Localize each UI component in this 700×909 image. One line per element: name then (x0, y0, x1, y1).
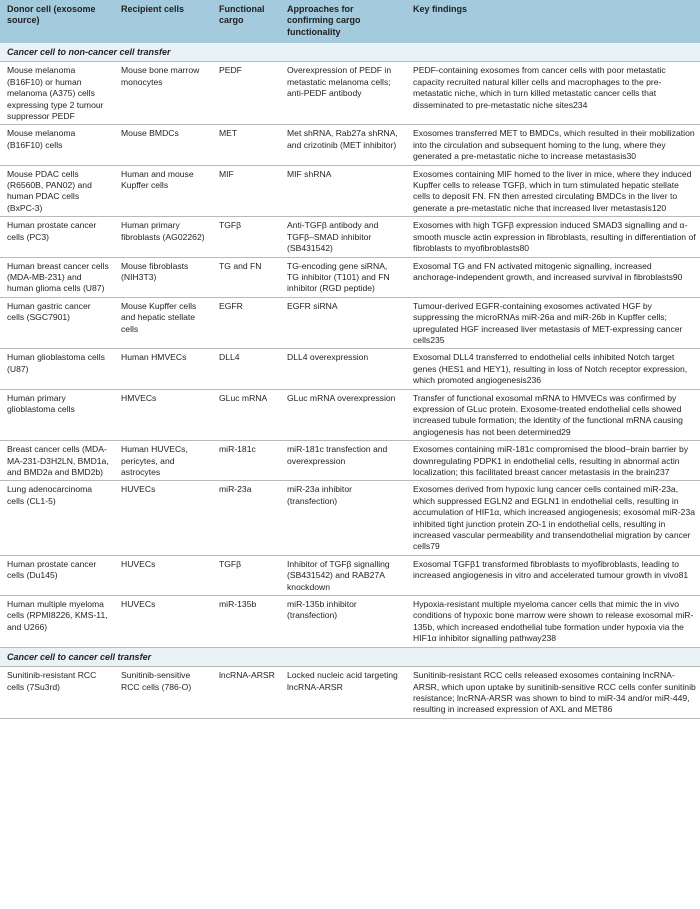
recipient-cells-cell: Mouse fibroblasts (NIH3T3) (114, 257, 212, 297)
donor-cell-cell: Human glioblastoma cells (U87) (0, 349, 114, 389)
key-findings-cell: Exosomal DLL4 transferred to endothelial cells inhibited Notch target genes (HES1 and HEY1), resulting in loss of Notch receptor expression, which promoted angiogenesis236 (406, 349, 700, 389)
key-findings-cell: PEDF-containing exosomes from cancer cells with poor metastatic capacity recruited natural killer cells and macrophages to the pre-metastatic niche, which in turn killed metastatic cancer cells that disseminated to pre-metastatic niche sites234 (406, 62, 700, 125)
table-row (0, 349, 700, 389)
recipient-cells-cell: Human HUVECs, pericytes, and astrocytes (114, 441, 212, 481)
recipient-cells-cell: HUVECs (114, 555, 212, 595)
approaches-cell: GLuc mRNA overexpression (280, 389, 406, 441)
approaches-cell: miR-181c transfection and overexpression (280, 441, 406, 481)
functional-cargo-cell: miR-135b (212, 596, 280, 648)
key-findings-cell: Sunitinib-resistant RCC cells released exosomes containing lncRNA-ARSR, which upon uptake by sunitinib-sensitive RCC cells confer sunitinib resistance; lncRNA-ARSR was shown to bind to miR-34 and/or miR-449, resulting in increased expression of AXL and MET86 (406, 667, 700, 719)
functional-cargo-cell: TGFβ (212, 555, 280, 595)
donor-cell-cell: Breast cancer cells (MDA-MA-231-D3H2LN, BMD1a, and BMD2a and BMD2b) (0, 441, 114, 481)
section-title: Cancer cell to cancer cell transfer (0, 647, 700, 666)
header-donor-cell: Donor cell (exosome source) (0, 0, 114, 43)
key-findings-cell: Hypoxia-resistant multiple myeloma cancer cells that mimic the in vivo conditions of hypoxic bone marrow were shown to release exosomal miR-135b, which increased endothelial tube formation under hypoxia via the HIF1α inhibitor signalling pathway238 (406, 596, 700, 648)
table-row (0, 217, 700, 257)
key-findings-cell: Transfer of functional exosomal mRNA to HMVECs was confirmed by expression of GLuc protein. Exosome-treated endothelial cells showed increased tubule formation; the identity of the functional mRNA causing angiogenesis has not been determined29 (406, 389, 700, 441)
donor-cell-cell: Sunitinib-resistant RCC cells (7Su3rd) (0, 667, 114, 719)
functional-cargo-cell: miR-23a (212, 481, 280, 555)
header-key-findings: Key findings (406, 0, 700, 43)
table-row (0, 389, 700, 441)
recipient-cells-cell: Sunitinib-sensitive RCC cells (786-O) (114, 667, 212, 719)
approaches-cell: Inhibitor of TGFβ signalling (SB431542) and RAB27A knockdown (280, 555, 406, 595)
header-row (0, 0, 700, 43)
recipient-cells-cell: Human and mouse Kupffer cells (114, 165, 212, 217)
header-functional-cargo: Functional cargo (212, 0, 280, 43)
table-row (0, 667, 700, 719)
functional-cargo-cell: DLL4 (212, 349, 280, 389)
donor-cell-cell: Human breast cancer cells (MDA-MB-231) and human glioma cells (U87) (0, 257, 114, 297)
donor-cell-cell: Human primary glioblastoma cells (0, 389, 114, 441)
donor-cell-cell: Lung adenocarcinoma cells (CL1-5) (0, 481, 114, 555)
approaches-cell: Overexpression of PEDF in metastatic melanoma cells; anti-PEDF antibody (280, 62, 406, 125)
key-findings-cell: Exosomes with high TGFβ expression induced SMAD3 signalling and α-smooth muscle actin expression in fibroblasts, resulting in differentiation of fibroblasts to myofibroblasts80 (406, 217, 700, 257)
functional-cargo-cell: GLuc mRNA (212, 389, 280, 441)
key-findings-cell: Tumour-derived EGFR-containing exosomes activated HGF by suppressing the microRNAs miR-26a and miR-26b in Kupffer cells; upregulated HGF increased liver metastasis of MET-expressing cancer cells235 (406, 297, 700, 349)
table-row (0, 257, 700, 297)
key-findings-cell: Exosomes transferred MET to BMDCs, which resulted in their mobilization into the circulation and subsequent homing to the lung, where they generated a pre-metastatic niche to increase metastasis30 (406, 125, 700, 165)
key-findings-cell: Exosomes derived from hypoxic lung cancer cells contained miR-23a, which suppressed EGLN2 and EGLN1 in endothelial cells, resulting in accumulation of HIF1α, which increased angiogenesis; exosomal miR-23a inhibited tight junction protein ZO-1 in endothelial cells, resulting in increased vascular permeability and transendothelial migration by cancer cells79 (406, 481, 700, 555)
recipient-cells-cell: HMVECs (114, 389, 212, 441)
recipient-cells-cell: HUVECs (114, 481, 212, 555)
donor-cell-cell: Mouse melanoma (B16F10) or human melanoma (A375) cells expressing type 2 tumour suppressor PEDF (0, 62, 114, 125)
recipient-cells-cell: Mouse BMDCs (114, 125, 212, 165)
approaches-cell: Locked nucleic acid targeting lncRNA-ARSR (280, 667, 406, 719)
donor-cell-cell: Mouse PDAC cells (R6560B, PAN02) and human PDAC cells (BxPC-3) (0, 165, 114, 217)
key-findings-cell: Exosomes containing MIF homed to the liver in mice, where they induced Kupffer cells to release TGFβ, which in turn stimulated hepatic stellate cells to deposit FN. FN then arrested circulating BMDCs in the liver to generate a pre-metastatic niche that increased liver metastasis120 (406, 165, 700, 217)
table-row (0, 297, 700, 349)
recipient-cells-cell: Human primary fibroblasts (AG02262) (114, 217, 212, 257)
table-row (0, 555, 700, 595)
approaches-cell: Met shRNA, Rab27a shRNA, and crizotinib (MET inhibitor) (280, 125, 406, 165)
table-body (0, 43, 700, 718)
approaches-cell: MIF shRNA (280, 165, 406, 217)
donor-cell-cell: Human multiple myeloma cells (RPMI8226, KMS-11, and U266) (0, 596, 114, 648)
functional-cargo-cell: TG and FN (212, 257, 280, 297)
donor-cell-cell: Mouse melanoma (B16F10) cells (0, 125, 114, 165)
functional-cargo-cell: PEDF (212, 62, 280, 125)
approaches-cell: TG-encoding gene siRNA, TG inhibitor (T101) and FN inhibitor (RGD peptide) (280, 257, 406, 297)
recipient-cells-cell: Human HMVECs (114, 349, 212, 389)
key-findings-cell: Exosomal TG and FN activated mitogenic signalling, increased anchorage-independent growth, and increased survival in fibroblasts90 (406, 257, 700, 297)
table-row (0, 125, 700, 165)
table-row (0, 62, 700, 125)
functional-cargo-cell: miR-181c (212, 441, 280, 481)
key-findings-cell: Exosomes containing miR-181c compromised the blood–brain barrier by downregulating PDPK1 in endothelial cells, resulting in abnormal actin localization; this facilitated breast cancer metastasis in the brain237 (406, 441, 700, 481)
table-row (0, 481, 700, 555)
functional-cargo-cell: MIF (212, 165, 280, 217)
donor-cell-cell: Human gastric cancer cells (SGC7901) (0, 297, 114, 349)
header-recipient-cells: Recipient cells (114, 0, 212, 43)
recipient-cells-cell: Mouse Kupffer cells and hepatic stellate cells (114, 297, 212, 349)
functional-cargo-cell: TGFβ (212, 217, 280, 257)
key-findings-cell: Exosomal TGFβ1 transformed fibroblasts to myofibroblasts, leading to increased angiogenesis in vitro and accelerated tumour growth in vivo81 (406, 555, 700, 595)
functional-cargo-cell: lncRNA-ARSR (212, 667, 280, 719)
recipient-cells-cell: Mouse bone marrow monocytes (114, 62, 212, 125)
table-row (0, 596, 700, 648)
functional-cargo-cell: EGFR (212, 297, 280, 349)
functional-cargo-cell: MET (212, 125, 280, 165)
recipient-cells-cell: HUVECs (114, 596, 212, 648)
donor-cell-cell: Human prostate cancer cells (Du145) (0, 555, 114, 595)
header-approaches: Approaches for confirming cargo functionality (280, 0, 406, 43)
donor-cell-cell: Human prostate cancer cells (PC3) (0, 217, 114, 257)
section-header-row (0, 647, 700, 666)
approaches-cell: miR-23a inhibitor (transfection) (280, 481, 406, 555)
table-row (0, 441, 700, 481)
approaches-cell: EGFR siRNA (280, 297, 406, 349)
approaches-cell: miR-135b inhibitor (transfection) (280, 596, 406, 648)
table-row (0, 165, 700, 217)
approaches-cell: Anti-TGFβ antibody and TGFβ–SMAD inhibitor (SB431542) (280, 217, 406, 257)
section-header-row (0, 43, 700, 62)
approaches-cell: DLL4 overexpression (280, 349, 406, 389)
section-title: Cancer cell to non-cancer cell transfer (0, 43, 700, 62)
